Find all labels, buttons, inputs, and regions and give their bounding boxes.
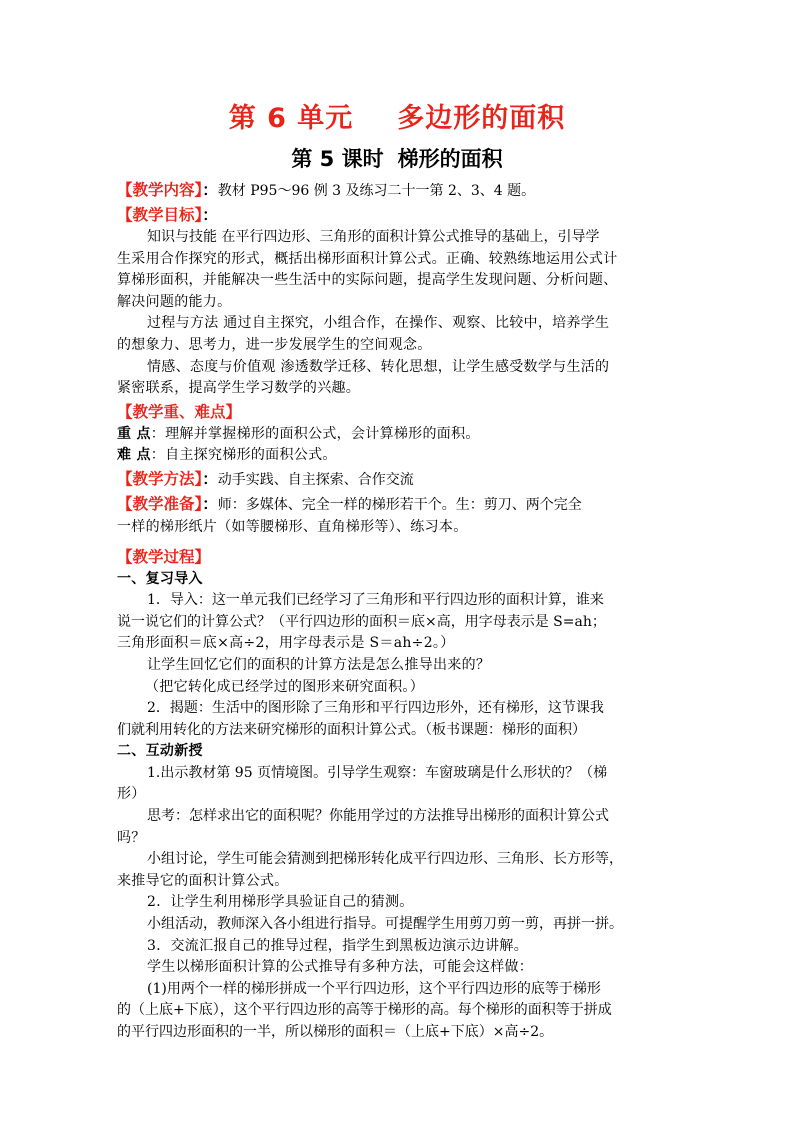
colon: ： [202, 468, 218, 488]
colon: ： [202, 180, 218, 199]
paragraph-line: 们就利用转化的方法来研究梯形的面积计算公式。（板书课题：梯形的面积） [117, 721, 586, 738]
teaching-method-text: 动手实践、自主探索、合作交流 [217, 471, 414, 488]
teaching-goals-heading [117, 203, 677, 227]
paragraph-line: 的平行四边形面积的一半，所以梯形的面积＝（上底+下底）×高÷2。 [117, 1024, 554, 1040]
paragraph-line: 1.出示教材第 95 页情境图。引导学生观察：车窗玻璃是什么形状的？（梯 [147, 764, 608, 781]
section-review: 一、复习导入 [117, 570, 203, 587]
teaching-prep-text: 师：多媒体、完全一样的梯形若干个。生：剪刀、两个完全 [217, 496, 582, 513]
teaching-content-label: 【教学内容】 [117, 180, 203, 199]
paragraph-line: 让学生回忆它们的面积的计算方法是怎么推导出来的？ [147, 656, 491, 673]
unit-number: 第 6 单元 [228, 103, 354, 134]
paragraph-line: 思考：怎样求出它的面积呢？你能用学过的方法推导出梯形的面积计算公式 [147, 808, 609, 825]
teaching-goals-label: 【教学目标】 [117, 205, 203, 224]
paragraph-line: 来推导它的面积计算公式。 [117, 872, 289, 889]
paragraph-line: 说一说它们的计算公式？（平行四边形的面积＝底×高，用字母表示是 S=ah； [117, 613, 606, 630]
lesson-number: 第 5 课时 [291, 147, 384, 171]
key-difficult-heading [117, 400, 677, 424]
teaching-process-label: 【教学过程】 [117, 546, 211, 566]
paragraph-line: 小组讨论，学生可能会猜测到把梯形转化成平行四边形、三角形、长方形等， [147, 851, 623, 868]
difficult-point-text: ：自主探究梯形的面积公式。 [150, 447, 337, 464]
key-point-text: ：理解并掌握梯形的面积公式，会计算梯形的面积。 [150, 425, 480, 442]
goals-line: 过程与方法 通过自主探究，小组合作，在操作、观察、比较中，培养学生 [147, 315, 610, 332]
paragraph-line: 2．揭题：生活中的图形除了三角形和平行四边形外，还有梯形，这节课我 [147, 700, 604, 717]
paragraph-line: 3．交流汇报自己的推导过程，指学生到黑板边演示边讲解。 [147, 937, 529, 954]
key-point-label: 重 点 [117, 425, 151, 442]
goals-line: 的想象力、思考力，进一步发展学生的空间观念。 [117, 336, 432, 353]
teaching-content-text: 教材 P95～96 例 3 及练习二十一第 2、3、4 题。 [217, 183, 536, 199]
document-page [117, 98, 677, 1044]
paragraph-line: 形） [117, 786, 146, 803]
goals-line: 生采用合作探究的形式，概括出梯形面积计算公式。正确、较熟练地运用公式计 [117, 250, 618, 267]
key-point [117, 424, 677, 446]
section-new-lesson: 二、互动新授 [117, 743, 203, 760]
teaching-content [117, 178, 677, 203]
teaching-method-label: 【教学方法】 [117, 468, 203, 488]
goals-line: 算梯形面积，并能解决一些生活中的实际问题，提高学生发现问题、分析问题、 [117, 272, 618, 289]
paragraph-line: （把它转化成已经学过的图形来研究面积。） [145, 678, 424, 695]
paragraph-line: 2．让学生利用梯形学具验证自己的猜测。 [147, 894, 414, 911]
goals-line: 情感、态度与价值观 渗透数学迁移、转化思想，让学生感受数学与生活的 [147, 358, 610, 375]
colon: ： [202, 205, 218, 224]
key-difficult-label: 【教学重、难点】 [117, 401, 242, 421]
unit-title [117, 98, 677, 140]
teaching-prep [117, 492, 677, 517]
paragraph-line: 1．导入：这一单元我们已经学习了三角形和平行四边形的面积计算，谁来 [147, 592, 604, 609]
teaching-process-heading [117, 545, 677, 569]
teaching-method [117, 467, 677, 492]
difficult-point [117, 445, 677, 467]
lesson-name: 梯形的面积 [397, 147, 503, 171]
goals-line: 紧密联系，提高学生学习数学的兴趣。 [117, 380, 361, 397]
paragraph-line: (1)用两个一样的梯形拼成一个平行四边形，这个平行四边形的底等于梯形 [147, 980, 601, 997]
teaching-prep-label: 【教学准备】 [117, 493, 203, 513]
paragraph-line: 小组活动，教师深入各小组进行指导。可提醒学生用剪刀剪一剪，再拼一拼。 [147, 916, 623, 933]
lesson-title [117, 140, 677, 178]
unit-name: 多边形的面积 [397, 103, 566, 134]
paragraph-line: 的（上底+下底），这个平行四边形的高等于梯形的高。每个梯形的面积等于拼成 [117, 1002, 612, 1019]
goals-line: 解决问题的能力。 [117, 293, 232, 310]
goals-line: 知识与技能 在平行四边形、三角形的面积计算公式推导的基础上，引导学 [147, 229, 600, 245]
difficult-point-label: 难 点 [117, 447, 151, 464]
paragraph-line: 吗？ [117, 829, 146, 846]
paragraph-line: 学生以梯形面积计算的公式推导有多种方法，可能会这样做： [147, 959, 534, 976]
teaching-prep-text-cont: 一样的梯形纸片（如等腰梯形、直角梯形等）、练习本。 [117, 518, 468, 535]
paragraph-line: 三角形面积＝底×高÷2，用字母表示是 S＝ah÷2。） [117, 635, 455, 652]
colon: ： [202, 493, 218, 513]
